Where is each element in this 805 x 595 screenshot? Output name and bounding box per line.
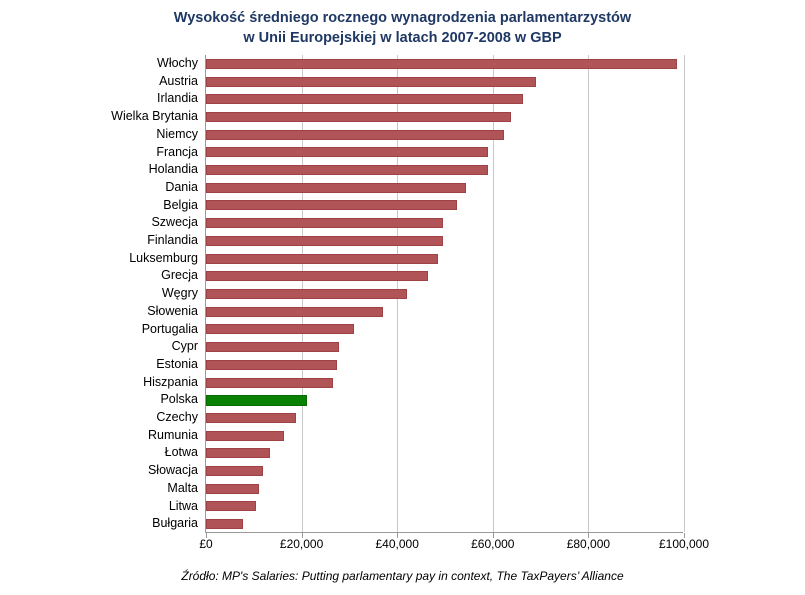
bar-row (157, 90, 684, 108)
source-note: Źródło: MP's Salaries: Putting parlamentary pay in context, The TaxPayers’ Alliance (181, 569, 624, 583)
bar-row (141, 321, 684, 339)
bar-row (111, 108, 684, 126)
bar (206, 360, 337, 370)
category-label: Niemcy (156, 126, 198, 141)
bar-row (161, 267, 684, 285)
bar-row (165, 179, 684, 197)
category-label: Rumunia (147, 427, 198, 442)
bar (206, 130, 504, 140)
bar (206, 200, 457, 210)
bar (206, 431, 284, 441)
bar (206, 59, 677, 69)
category-label: Finlandia (147, 233, 198, 248)
bar-row (143, 374, 684, 392)
bar-row (147, 427, 684, 445)
bar (206, 289, 407, 299)
category-label: Czechy (156, 410, 198, 425)
bar-row (156, 409, 684, 427)
bar-row (168, 498, 684, 516)
category-label: Bułgaria (152, 516, 198, 531)
bar-row (164, 444, 684, 462)
bar (206, 94, 523, 104)
x-axis-tick-label: £60,000 (471, 537, 515, 551)
category-label: Cypr (171, 339, 198, 354)
bar (206, 112, 511, 122)
category-label: Belgia (163, 197, 198, 212)
category-label: Portugalia (141, 321, 198, 336)
category-label: Wielka Brytania (111, 109, 198, 124)
bar-row (147, 232, 684, 250)
chart-title (0, 8, 805, 48)
bar-row (147, 303, 684, 321)
bar-row (171, 338, 684, 356)
bar (206, 501, 256, 511)
category-label: Włochy (157, 56, 198, 70)
bar (206, 77, 536, 87)
bar (206, 484, 259, 494)
chart-title-line-2: w Unii Europejskiej w latach 2007-2008 w GBP (243, 30, 562, 46)
category-label: Łotwa (164, 445, 198, 460)
category-label: Francja (156, 144, 198, 159)
plot-area (111, 55, 710, 551)
bar (206, 324, 354, 334)
bar-row (163, 197, 684, 215)
x-axis-tick-label: £40,000 (375, 537, 419, 551)
category-label: Szwecja (151, 215, 198, 230)
bar-row (157, 55, 684, 73)
category-label: Luksemburg (129, 250, 198, 265)
category-label: Słowenia (147, 303, 198, 318)
category-label: Austria (159, 73, 198, 88)
bar (206, 183, 466, 193)
bar (206, 448, 270, 458)
bar (206, 254, 438, 264)
bar-row (152, 515, 684, 533)
bar (206, 307, 383, 317)
category-label: Dania (165, 179, 198, 194)
category-label: Holandia (148, 162, 198, 177)
bar-row (161, 285, 684, 303)
category-label: Węgry (161, 286, 198, 301)
bar (206, 165, 488, 175)
bar (206, 378, 333, 388)
bar (206, 413, 296, 423)
bar (206, 147, 488, 157)
bar-row (147, 462, 684, 480)
bar-row (156, 356, 684, 374)
category-label: Irlandia (157, 91, 198, 106)
bar-row (129, 250, 684, 268)
x-axis-tick-label: £20,000 (279, 537, 324, 551)
bar (206, 519, 243, 529)
bar-row (167, 480, 684, 498)
x-gridline (684, 55, 685, 532)
category-label: Słowacja (147, 463, 198, 478)
bar-row (151, 214, 684, 232)
x-axis-tick-label: £0 (199, 537, 213, 551)
bar-row (156, 126, 684, 144)
bar-row (160, 391, 684, 409)
bar (206, 342, 339, 352)
bar-highlighted (206, 395, 307, 406)
category-label: Estonia (156, 356, 198, 371)
x-axis-tick-label: £80,000 (566, 537, 611, 551)
bar-row (156, 144, 684, 162)
bar-row (159, 73, 684, 91)
bar (206, 271, 428, 281)
x-axis-tick-label: £100,000 (658, 537, 710, 551)
category-label: Hiszpania (143, 374, 198, 389)
chart-title-line-1: Wysokość średniego rocznego wynagrodzenia parlamentarzystów (173, 10, 632, 26)
bar (206, 236, 443, 246)
bar-row (148, 161, 684, 179)
category-label: Polska (160, 392, 198, 407)
category-label: Litwa (168, 498, 198, 513)
category-label: Grecja (161, 268, 198, 283)
category-label: Malta (167, 480, 198, 495)
bar (206, 218, 443, 228)
bar (206, 466, 263, 476)
